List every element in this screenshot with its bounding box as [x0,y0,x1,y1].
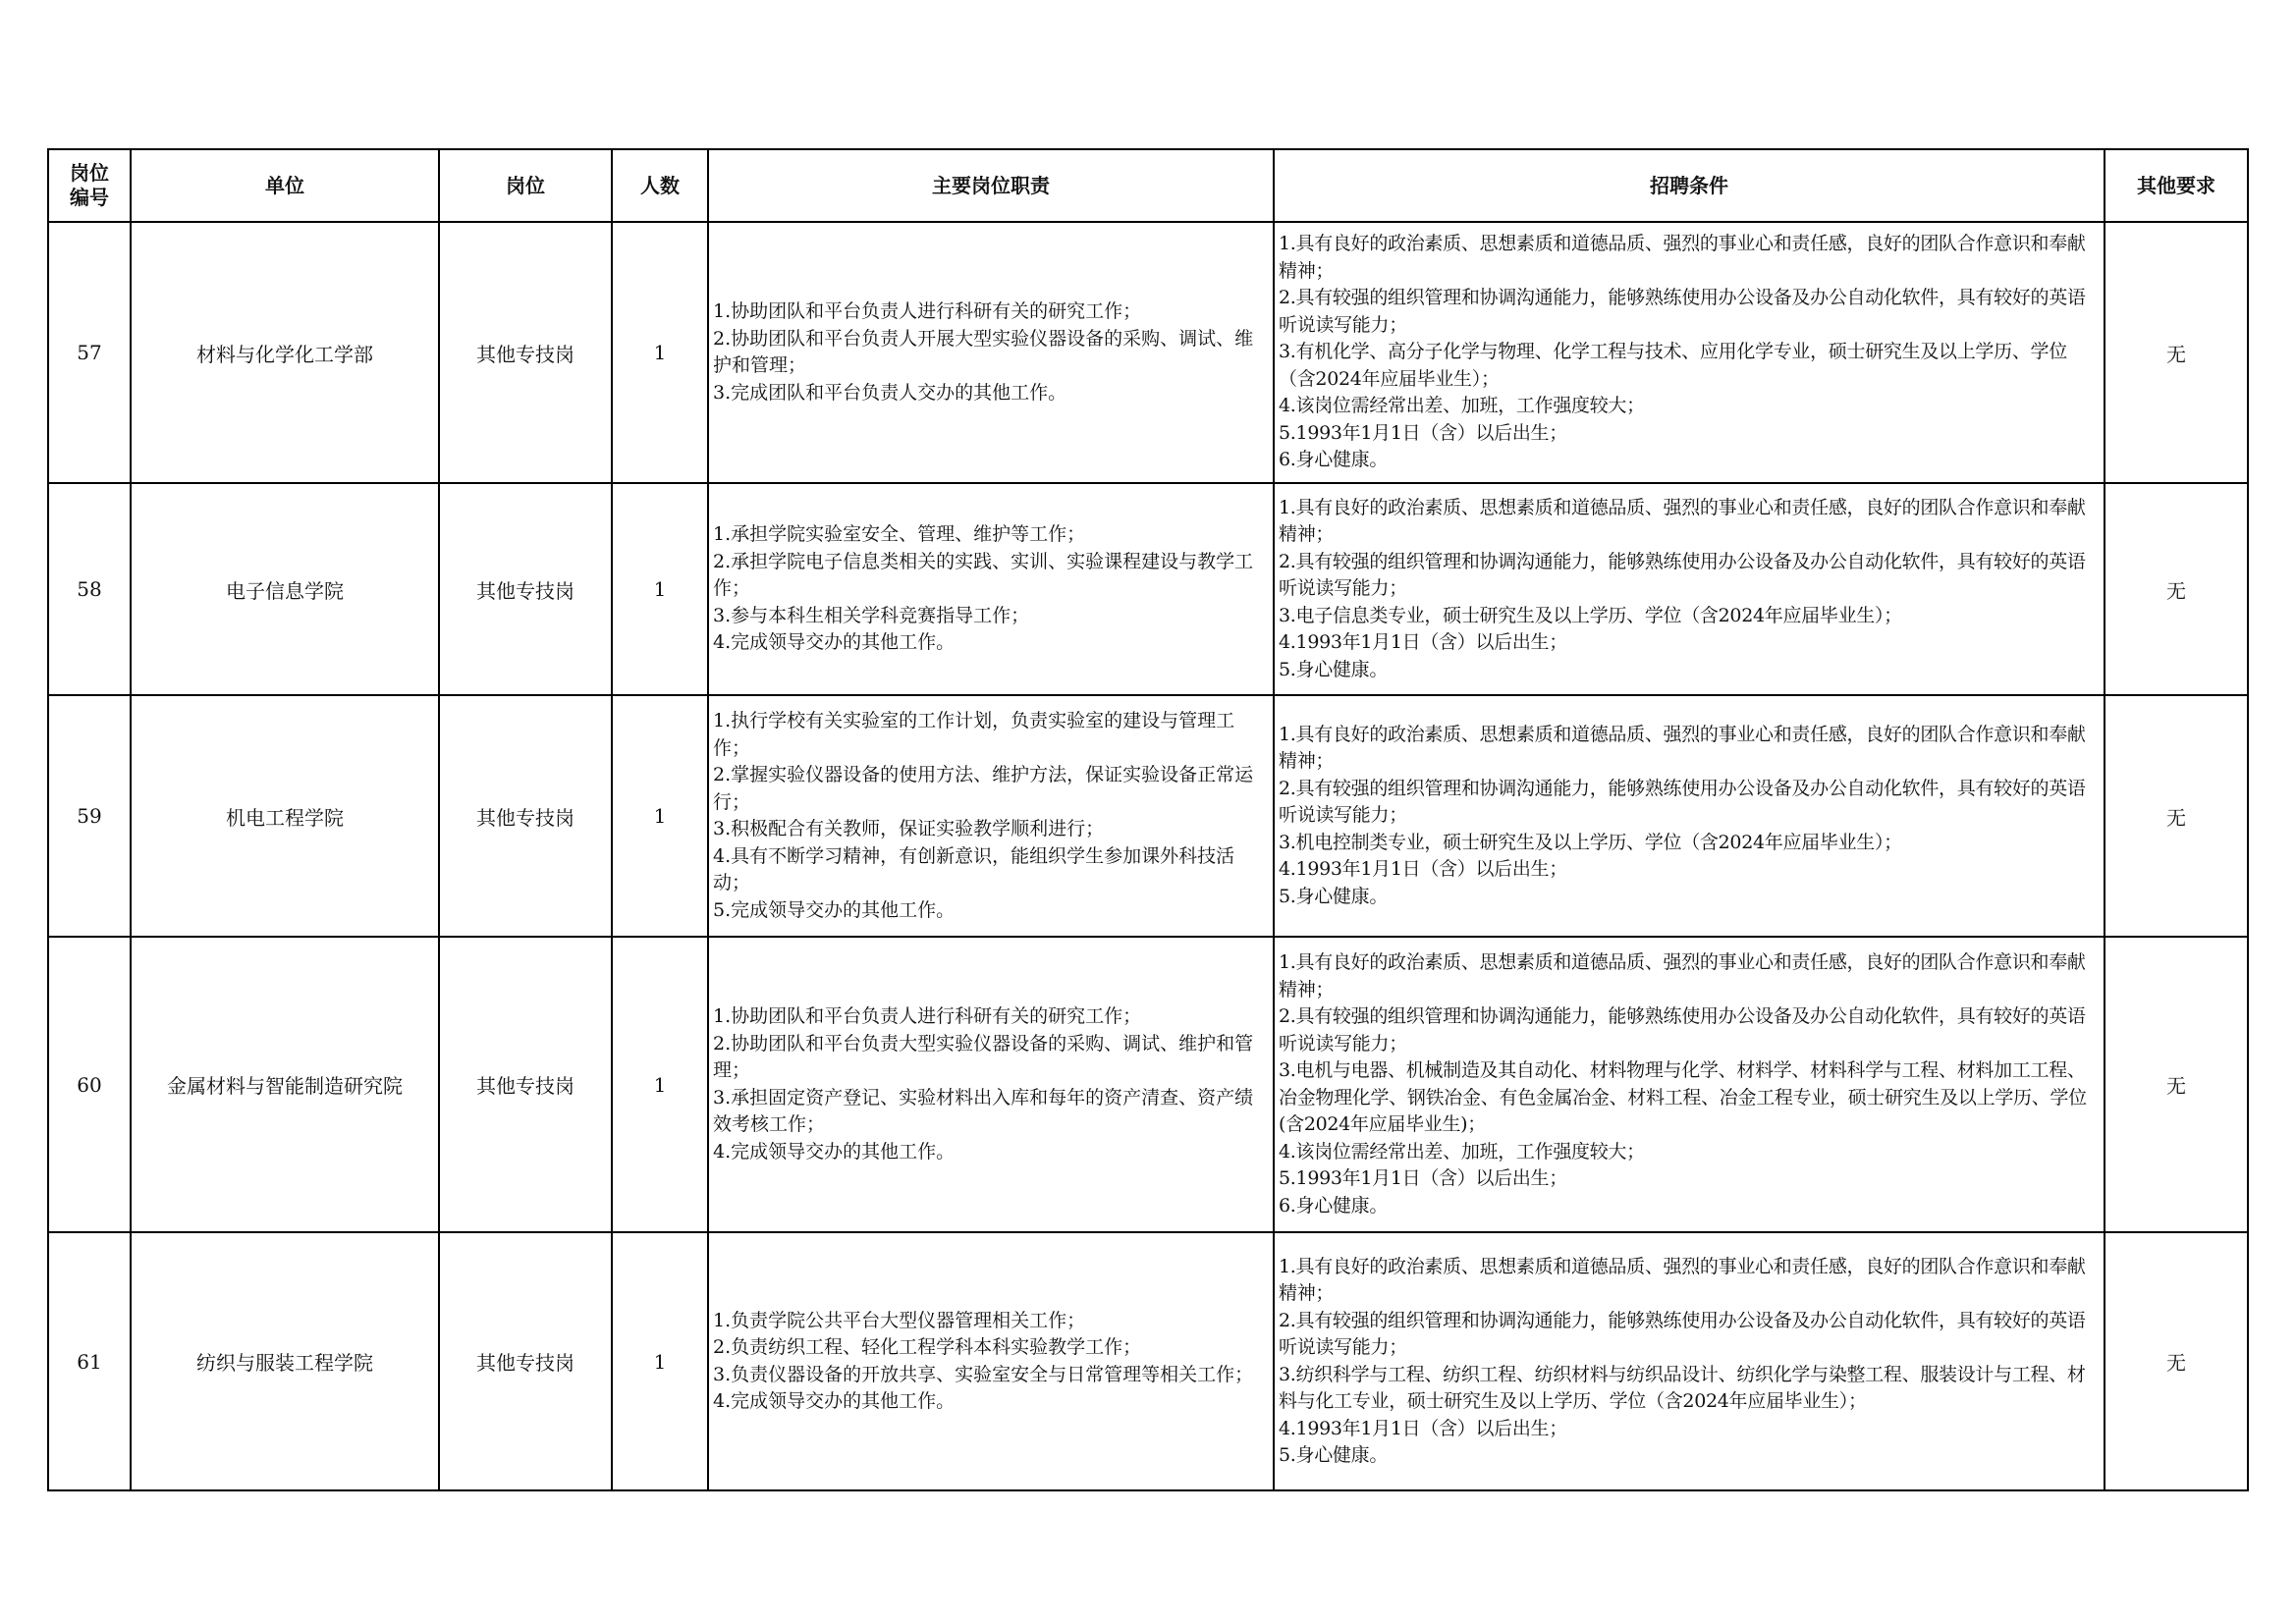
cell-other: 无 [2105,695,2248,937]
cell-other: 无 [2105,483,2248,695]
recruitment-table-container [47,148,2247,1491]
header-post-id: 岗位编号 [48,149,131,222]
header-conditions: 招聘条件 [1274,149,2105,222]
cell-post-id: 61 [48,1232,131,1490]
cell-count: 1 [612,483,708,695]
cell-conditions: 1.具有良好的政治素质、思想素质和道德品质、强烈的事业心和责任感，良好的团队合作意识和奉献精神； 2.具有较强的组织管理和协调沟通能力，能够熟练使用办公设备及办公自动化软件，具有较好的英语听说读写能力； 3.电机与电器、机械制造及其自动化、材料物理与化学、材料学、材料科学与工程、材料加工工程、冶金物理化学、钢铁冶金、有色金属冶金、材料工程、冶金工程专业，硕士研究生及以上学历、学位(含2024年应届毕业生)； 4.该岗位需经常出差、加班，工作强度较大； 5.1993年1月1日（含）以后出生； 6.身心健康。 [1274,937,2105,1232]
cell-other: 无 [2105,222,2248,483]
cell-post: 其他专技岗 [439,483,612,695]
cell-conditions: 1.具有良好的政治素质、思想素质和道德品质、强烈的事业心和责任感，良好的团队合作意识和奉献精神； 2.具有较强的组织管理和协调沟通能力，能够熟练使用办公设备及办公自动化软件，具有较好的英语听说读写能力； 3.纺织科学与工程、纺织工程、纺织材料与纺织品设计、纺织化学与染整工程、服装设计与工程、材料与化工专业，硕士研究生及以上学历、学位（含2024年应届毕业生）； 4.1993年1月1日（含）以后出生； 5.身心健康。 [1274,1232,2105,1490]
cell-post: 其他专技岗 [439,1232,612,1490]
cell-count: 1 [612,222,708,483]
cell-duties: 1.负责学院公共平台大型仪器管理相关工作； 2.负责纺织工程、轻化工程学科本科实验教学工作； 3.负责仪器设备的开放共享、实验室安全与日常管理等相关工作； 4.完成领导交办的其他工作。 [708,1232,1274,1490]
table-row [48,1232,2248,1490]
cell-conditions: 1.具有良好的政治素质、思想素质和道德品质、强烈的事业心和责任感，良好的团队合作意识和奉献精神； 2.具有较强的组织管理和协调沟通能力，能够熟练使用办公设备及办公自动化软件，具有较好的英语听说读写能力； 3.有机化学、高分子化学与物理、化学工程与技术、应用化学专业，硕士研究生及以上学历、学位（含2024年应届毕业生）； 4.该岗位需经常出差、加班，工作强度较大； 5.1993年1月1日（含）以后出生； 6.身心健康。 [1274,222,2105,483]
header-unit: 单位 [131,149,439,222]
cell-post-id: 60 [48,937,131,1232]
cell-post: 其他专技岗 [439,695,612,937]
recruitment-table [47,148,2249,1491]
cell-count: 1 [612,1232,708,1490]
cell-unit: 金属材料与智能制造研究院 [131,937,439,1232]
cell-post-id: 57 [48,222,131,483]
header-duties: 主要岗位职责 [708,149,1274,222]
cell-other: 无 [2105,937,2248,1232]
header-count: 人数 [612,149,708,222]
cell-duties: 1.承担学院实验室安全、管理、维护等工作； 2.承担学院电子信息类相关的实践、实训、实验课程建设与教学工作； 3.参与本科生相关学科竞赛指导工作； 4.完成领导交办的其他工作。 [708,483,1274,695]
cell-conditions: 1.具有良好的政治素质、思想素质和道德品质、强烈的事业心和责任感，良好的团队合作意识和奉献精神； 2.具有较强的组织管理和协调沟通能力，能够熟练使用办公设备及办公自动化软件，具有较好的英语听说读写能力； 3.机电控制类专业，硕士研究生及以上学历、学位（含2024年应届毕业生）； 4.1993年1月1日（含）以后出生； 5.身心健康。 [1274,695,2105,937]
cell-unit: 电子信息学院 [131,483,439,695]
table-row [48,483,2248,695]
cell-count: 1 [612,937,708,1232]
cell-other: 无 [2105,1232,2248,1490]
cell-post-id: 59 [48,695,131,937]
cell-duties: 1.协助团队和平台负责人进行科研有关的研究工作； 2.协助团队和平台负责人开展大型实验仪器设备的采购、调试、维护和管理； 3.完成团队和平台负责人交办的其他工作。 [708,222,1274,483]
cell-unit: 材料与化学化工学部 [131,222,439,483]
cell-unit: 纺织与服装工程学院 [131,1232,439,1490]
table-header-row [48,149,2248,222]
table-row [48,695,2248,937]
table-row [48,222,2248,483]
header-post: 岗位 [439,149,612,222]
cell-conditions: 1.具有良好的政治素质、思想素质和道德品质、强烈的事业心和责任感，良好的团队合作意识和奉献精神； 2.具有较强的组织管理和协调沟通能力，能够熟练使用办公设备及办公自动化软件，具有较好的英语听说读写能力； 3.电子信息类专业，硕士研究生及以上学历、学位（含2024年应届毕业生）； 4.1993年1月1日（含）以后出生； 5.身心健康。 [1274,483,2105,695]
cell-duties: 1.协助团队和平台负责人进行科研有关的研究工作； 2.协助团队和平台负责大型实验仪器设备的采购、调试、维护和管理； 3.承担固定资产登记、实验材料出入库和每年的资产清查、资产绩效考核工作； 4.完成领导交办的其他工作。 [708,937,1274,1232]
cell-post-id: 58 [48,483,131,695]
cell-post: 其他专技岗 [439,222,612,483]
cell-unit: 机电工程学院 [131,695,439,937]
cell-count: 1 [612,695,708,937]
header-other: 其他要求 [2105,149,2248,222]
cell-duties: 1.执行学校有关实验室的工作计划，负责实验室的建设与管理工作； 2.掌握实验仪器设备的使用方法、维护方法，保证实验设备正常运行； 3.积极配合有关教师，保证实验教学顺利进行； 4.具有不断学习精神，有创新意识，能组织学生参加课外科技活动； 5.完成领导交办的其他工作。 [708,695,1274,937]
cell-post: 其他专技岗 [439,937,612,1232]
table-row [48,937,2248,1232]
